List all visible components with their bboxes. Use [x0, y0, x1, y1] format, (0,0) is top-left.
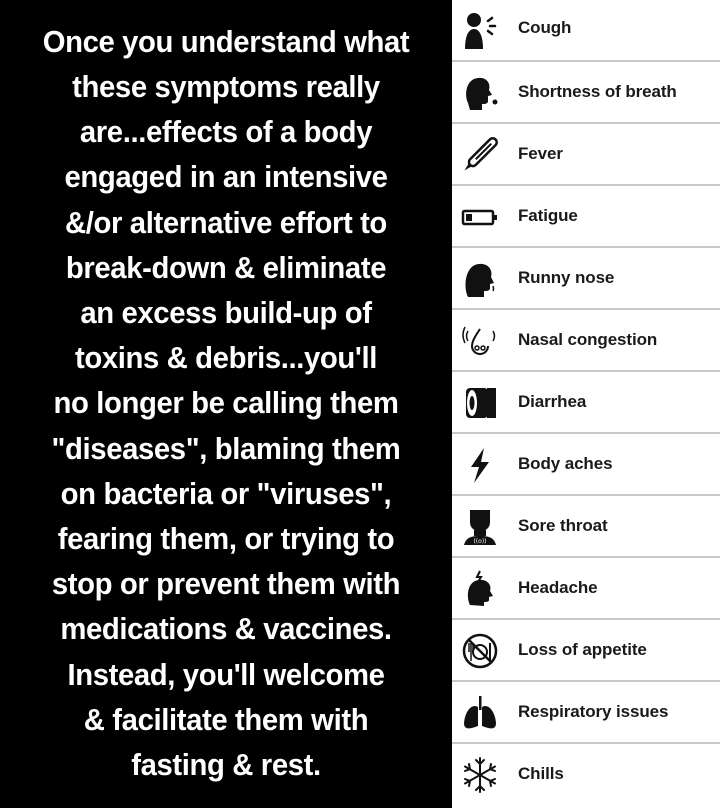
symptom-row-cough	[452, 0, 720, 62]
quote-line: engaged in an intensive	[64, 160, 388, 195]
quote-line: & facilitate them with	[83, 702, 369, 737]
symptom-label: Chills	[518, 764, 564, 783]
toilet-paper-icon	[458, 380, 502, 426]
runny-nose-icon	[458, 256, 502, 302]
quote-line: fasting & rest.	[131, 748, 321, 783]
quote-line: these symptoms really	[72, 69, 380, 104]
symptom-label: Fatigue	[518, 206, 578, 225]
quote-line: stop or prevent them with	[51, 567, 401, 602]
quote-line: toxins & debris...you'll	[74, 341, 377, 376]
symptom-label: Runny nose	[518, 268, 615, 287]
cough-icon	[458, 8, 502, 54]
headache-icon	[458, 566, 502, 612]
quote-line: medications & vaccines.	[60, 612, 392, 647]
quote-line: are...effects of a body	[79, 115, 373, 150]
symptom-row-fatigue	[452, 186, 720, 248]
symptom-row-chills	[452, 744, 720, 806]
snowflake-icon	[458, 752, 502, 798]
thermometer-icon	[458, 132, 502, 178]
symptom-label: Cough	[518, 18, 572, 37]
no-eating-icon	[458, 628, 502, 674]
nasal-congestion-icon	[458, 318, 502, 364]
lungs-icon	[458, 690, 502, 736]
symptom-label: Loss of appetite	[518, 640, 647, 659]
quote-line: Once you understand what	[42, 24, 410, 59]
quote-line: "diseases", blaming them	[51, 431, 401, 466]
symptom-label: Respiratory issues	[518, 702, 669, 721]
symptom-label: Fever	[518, 144, 563, 163]
quote-line: break-down & eliminate	[65, 250, 387, 285]
quote-line: fearing them, or trying to	[57, 522, 395, 556]
symptom-row-diarrhea	[452, 372, 720, 434]
quote-line: &/or alternative effort to	[65, 205, 387, 240]
quote-line: an excess build-up of	[80, 295, 372, 330]
symptom-label: Nasal congestion	[518, 330, 658, 349]
quote-text	[15, 20, 437, 788]
symptom-label: Shortness of breath	[518, 82, 677, 101]
symptom-label: Sore throat	[518, 516, 608, 535]
symptom-row-nasal-congestion	[452, 310, 720, 372]
symptom-row-headache	[452, 558, 720, 620]
symptom-row-sore-throat	[452, 496, 720, 558]
symptom-row-loss-of-appetite	[452, 620, 720, 682]
lightning-bolt-icon	[458, 442, 502, 488]
symptom-label: Diarrhea	[518, 392, 587, 411]
symptom-row-fever	[452, 124, 720, 186]
symptom-row-runny-nose	[452, 248, 720, 310]
quote-line: on bacteria or "viruses",	[60, 476, 392, 511]
symptom-row-respiratory-issues	[452, 682, 720, 744]
symptom-list	[452, 0, 720, 808]
symptom-row-body-aches	[452, 434, 720, 496]
symptom-label: Headache	[518, 578, 598, 597]
quote-line: no longer be calling them	[53, 386, 399, 421]
svg-text:((o)): ((o))	[473, 538, 487, 545]
sore-throat-icon	[458, 504, 502, 550]
shortness-of-breath-icon	[458, 70, 502, 116]
quote-line: Instead, you'll welcome	[67, 657, 385, 692]
low-battery-icon	[458, 194, 502, 240]
symptom-label: Body aches	[518, 454, 613, 473]
symptom-row-shortness-of-breath	[452, 62, 720, 124]
